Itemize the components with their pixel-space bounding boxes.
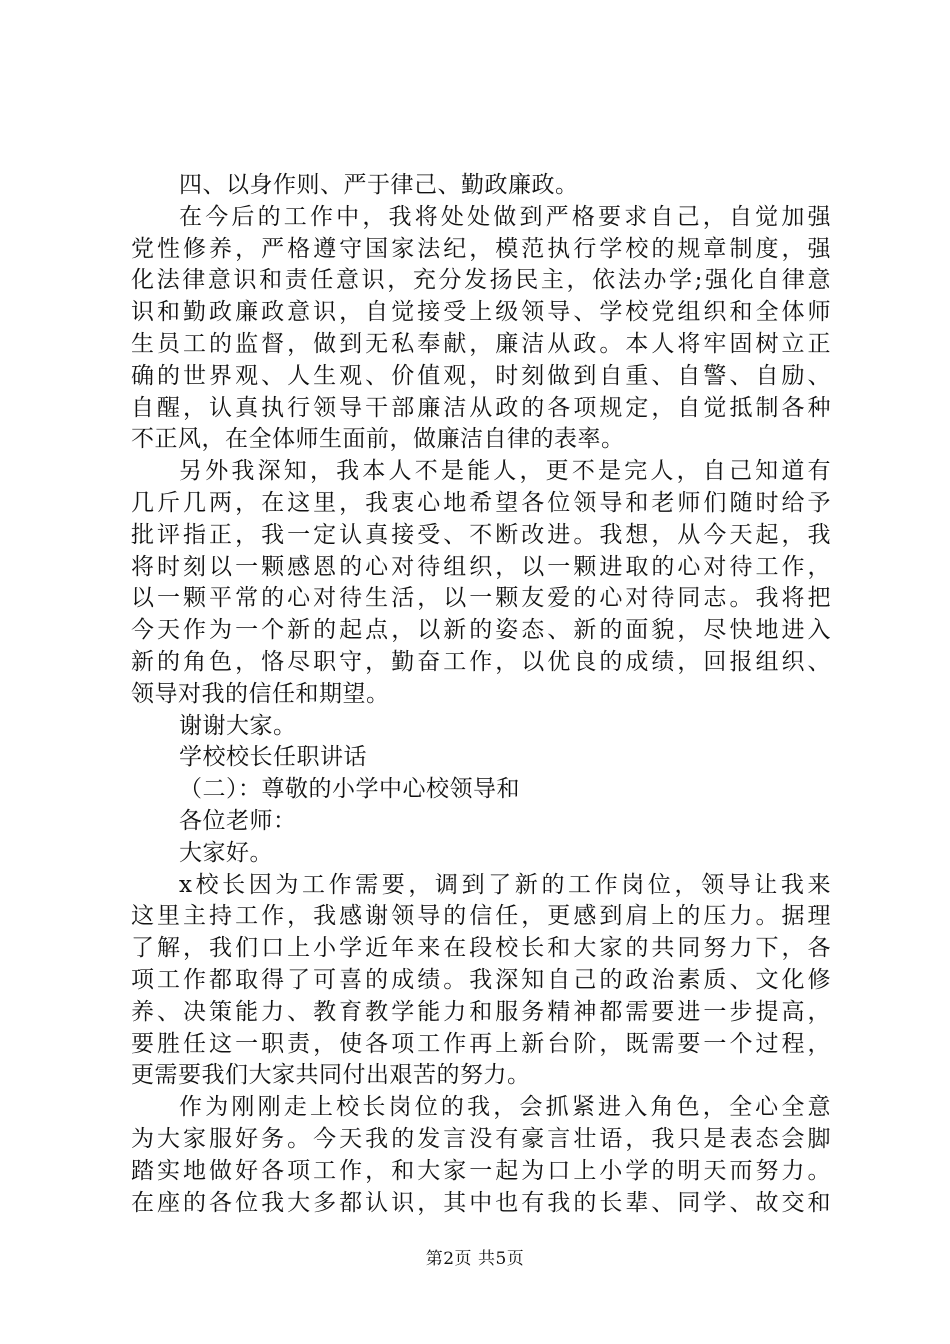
document-body [131,170,831,1219]
text-line: 更需要我们大家共同付出艰苦的努力。 [131,1062,531,1089]
text-line: 批评指正，我一定认真接受、不断改进。我想，从今天起，我 [131,521,831,548]
text-line: 项工作都取得了可喜的成绩。我深知自己的政治素质、文化修 [131,966,831,993]
text-line: 以一颗平常的心对待生活，以一颗友爱的心对待同志。我将把 [131,585,831,612]
text-line: 为大家服好务。今天我的发言没有豪言壮语，我只是表态会脚 [131,1125,831,1152]
page-footer: 第2页 共5页 [425,1249,525,1269]
text-line: 今天作为一个新的起点，以新的姿态、新的面貌，尽快地进入 [131,617,831,644]
text-line: 生员工的监督，做到无私奉献，廉洁从政。本人将牢固树立正 [131,330,831,357]
text-line: 在今后的工作中，我将处处做到严格要求自己，自觉加强 [179,203,831,230]
text-line: 另外我深知，我本人不是能人，更不是完人，自己知道有 [179,458,831,485]
text-line: 要胜任这一职责，使各项工作再上新台阶，既需要一个过程， [131,1030,831,1057]
text-line: 作为刚刚走上校长岗位的我，会抓紧进入角色，全心全意 [179,1094,831,1121]
text-line: 确的世界观、人生观、价值观，时刻做到自重、自警、自励、 [131,362,831,389]
text-line: 党性修养，严格遵守国家法纪，模范执行学校的规章制度，强 [131,235,831,262]
text-line: （二）：尊敬的小学中心校领导和 [179,776,520,803]
text-line: 谢谢大家。 [179,712,297,739]
text-line: 四、以身作则、严于律己、勤政廉政。 [179,172,579,198]
text-line: 踏实地做好各项工作，和大家一起为口上小学的明天而努力。 [131,1157,831,1184]
text-line: 化法律意识和责任意识，充分发扬民主，依法办学;强化自律意 [131,267,831,294]
text-line: 在座的各位我大多都认识，其中也有我的长辈、同学、故交和 [131,1189,831,1216]
text-line: 各位老师： [179,807,297,834]
text-line: 领导对我的信任和期望。 [131,680,390,707]
text-line: 养、决策能力、教育教学能力和服务精神都需要进一步提高， [131,998,831,1025]
text-line: x校长因为工作需要，调到了新的工作岗位，领导让我来 [179,871,831,898]
text-line: 不正风，在全体师生面前，做廉洁自律的表率。 [131,426,625,453]
text-line: 识和勤政廉政意识，自觉接受上级领导、学校党组织和全体师 [131,299,831,326]
text-line: 大家好。 [179,839,273,866]
text-line: 自醒，认真执行领导干部廉洁从政的各项规定，自觉抵制各种 [131,394,831,421]
text-line: 这里主持工作，我感谢领导的信任，更感到肩上的压力。据理 [131,903,831,930]
text-line: 几斤几两，在这里，我衷心地希望各位领导和老师们随时给予 [131,489,831,516]
text-line: 新的角色，恪尽职守，勤奋工作，以优良的成绩，回报组织、 [131,648,831,675]
text-line: 学校校长任职讲话 [179,744,367,771]
text-line: 了解，我们口上小学近年来在段校长和大家的共同努力下，各 [131,935,831,962]
text-line: 将时刻以一颗感恩的心对待组织，以一颗进取的心对待工作， [131,553,831,580]
